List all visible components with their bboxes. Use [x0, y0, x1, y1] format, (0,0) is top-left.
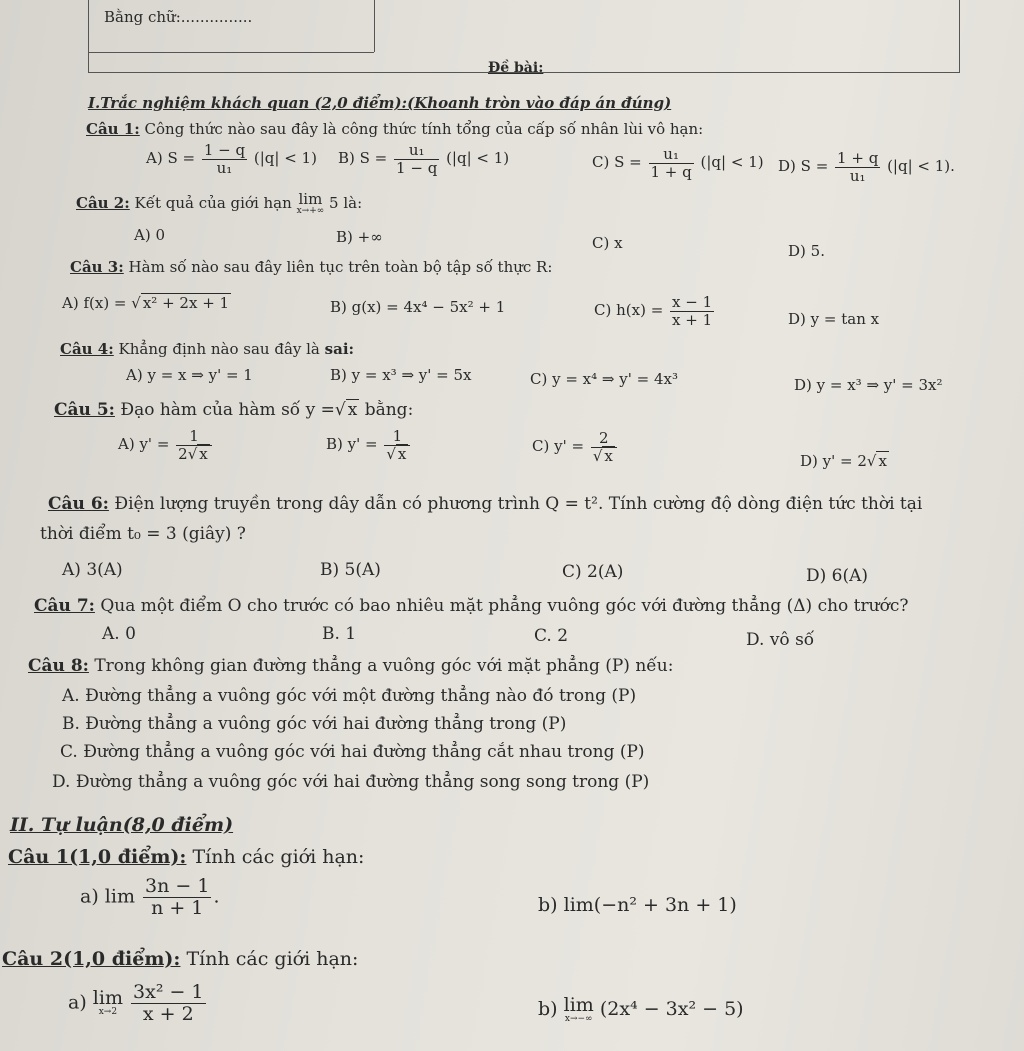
q6-line1: [48, 494, 922, 514]
e2-part-b: [538, 996, 744, 1024]
de-bai-heading: Đề bài:: [488, 60, 544, 76]
q2-text-post: 5 là:: [329, 194, 363, 212]
q6-option-c: C) 2(A): [562, 562, 624, 582]
q5-c-fraction: [591, 430, 617, 464]
q5-a-num: 1: [176, 428, 212, 446]
q5-d-prefix: D) y' = 2: [800, 452, 867, 470]
q2-option-d: D) 5.: [788, 242, 825, 260]
part2-title: II. Tự luận(8,0 điểm): [10, 814, 234, 836]
q1-option-d: [778, 150, 955, 184]
q1-text: Công thức nào sau đây là công thức tính tổng của cấp số nhân lùi vô hạn:: [144, 120, 704, 138]
q8-text: Trong không gian đường thẳng a vuông góc với mặt phẳng (P) nếu:: [94, 656, 674, 676]
header-line: [88, 52, 374, 53]
q2-stem: [76, 192, 362, 216]
q1-a-num: 1 − q: [203, 141, 246, 159]
q1-c-num: u₁: [649, 146, 694, 164]
q4-option-d: D) y = x³ ⇒ y' = 3x²: [794, 376, 943, 394]
q5-d-radicand: x: [878, 452, 887, 470]
q5-text: Đạo hàm của hàm số: [120, 400, 301, 420]
q1-c-prefix: C) S =: [592, 153, 642, 171]
e2-a-limit: [93, 989, 123, 1017]
e2-part-a: [68, 982, 208, 1025]
q2-label: Câu 2:: [76, 194, 130, 212]
q7-label: Câu 7:: [34, 596, 95, 616]
q5-b-fraction: [384, 428, 410, 462]
q7-text: Qua một điểm O cho trước có bao nhiêu mặt phẳng vuông góc với đường thẳng (Δ) cho trước?: [100, 596, 909, 616]
q6-option-b: B) 5(A): [320, 560, 381, 580]
q2-limit: [297, 192, 325, 216]
e1-part-b: b) lim(−n² + 3n + 1): [538, 894, 737, 916]
q3-label: Câu 3:: [70, 258, 124, 276]
q6-line2: thời điểm t₀ = 3 (giây) ?: [40, 524, 246, 544]
e1-a-den: n + 1: [151, 896, 204, 919]
q1-a-fraction: [202, 142, 247, 176]
q2-option-b: B) +∞: [336, 228, 383, 246]
q5-c-num: 2: [591, 430, 617, 448]
q4-stem: [60, 340, 354, 358]
e1-a-period: .: [213, 885, 220, 908]
e2-a-prefix: a): [68, 991, 87, 1014]
q1-d-prefix: D) S =: [778, 157, 829, 175]
q4-option-b: B) y = x³ ⇒ y' = 5x: [330, 366, 472, 384]
q5-b-den: √ x: [386, 444, 407, 463]
q1-c-fraction: [649, 146, 694, 180]
e2-b-prefix: b): [538, 998, 558, 1020]
q2-text: Kết quả của giới hạn: [134, 194, 292, 212]
e1-a-fraction: [143, 876, 211, 919]
e2-a-fraction: [131, 982, 206, 1025]
e2-a-lim-word: lim: [92, 987, 123, 1010]
q8-option-d: D. Đường thẳng a vuông góc với hai đường thẳng song song trong (P): [52, 772, 650, 792]
e1-part-a: [80, 876, 219, 919]
q3-c-num: x − 1: [672, 293, 713, 311]
q2-option-c: C) x: [592, 234, 623, 252]
q5-a-fraction: [176, 428, 212, 462]
q5-a-den-coef: 2: [178, 444, 188, 463]
q1-b-num: u₁: [394, 142, 439, 160]
q8-option-c: C. Đường thẳng a vuông góc với hai đường thẳng cắt nhau trong (P): [60, 742, 645, 762]
q5-text-post: bằng:: [364, 400, 414, 420]
e1-label: Câu 1(1,0 điểm):: [8, 846, 187, 868]
q5-option-d: D) y' = 2√ x: [800, 452, 887, 470]
q1-d-cond: (|q| < 1).: [887, 157, 955, 175]
e2-b-expression: (2x⁴ − 3x² − 5): [599, 998, 744, 1020]
e2-label: Câu 2(1,0 điểm):: [2, 948, 181, 970]
e2-b-lim-word: lim: [563, 994, 594, 1016]
e1-a-num: 3n − 1: [145, 875, 210, 897]
q1-d-fraction: [835, 150, 880, 184]
q5-option-c: [532, 430, 619, 464]
q5-a-den: 2√ x: [178, 444, 208, 463]
q1-option-a: [146, 142, 317, 176]
q6-option-a: A) 3(A): [62, 560, 123, 580]
q5-fn-radicand: x: [347, 400, 358, 420]
q3-text: Hàm số nào sau đây liên tục trên toàn bộ tập số thực R:: [128, 258, 553, 276]
q3-c-fraction: [670, 294, 714, 328]
q5-c-den-radicand: x: [604, 446, 613, 465]
q5-c-prefix: C) y' =: [532, 437, 585, 455]
q3-c-den: x + 1: [672, 310, 713, 329]
q5-b-prefix: B) y' =: [326, 435, 378, 453]
q3-stem: [70, 258, 552, 276]
q7-option-b: B. 1: [322, 624, 357, 644]
q8-label: Câu 8:: [28, 656, 89, 676]
header-divider: [374, 0, 375, 52]
q1-a-prefix: A) S =: [146, 149, 196, 167]
q7-option-d: D. vô số: [746, 630, 815, 650]
q1-b-den: 1 − q: [396, 158, 438, 177]
q2-lim-word: lim: [298, 190, 323, 208]
q1-b-cond: (|q| < 1): [446, 149, 510, 167]
e2-a-num: 3x² − 1: [133, 981, 204, 1003]
q3-option-b: B) g(x) = 4x⁴ − 5x² + 1: [330, 298, 506, 316]
q1-c-den: 1 + q: [650, 162, 692, 181]
q1-c-cond: (|q| < 1): [700, 153, 764, 171]
q8-option-b: B. Đường thẳng a vuông góc với hai đường thẳng trong (P): [62, 714, 567, 734]
q1-stem: [86, 120, 703, 138]
e1-text: Tính các giới hạn:: [192, 846, 365, 868]
q5-stem: Câu 5: Đạo hàm của hàm số y =√ x bằng:: [54, 400, 414, 420]
q6-option-d: D) 6(A): [806, 566, 869, 586]
e1-stem: [8, 846, 364, 868]
q2-option-a: A) 0: [134, 226, 165, 244]
q1-d-num: 1 + q: [837, 149, 879, 167]
q3-option-d: D) y = tan x: [788, 310, 880, 328]
q1-a-den: u₁: [216, 158, 233, 177]
q2-lim-sub: x→+∞: [296, 206, 325, 216]
q4-option-a: A) y = x ⇒ y' = 1: [126, 366, 253, 384]
q3-c-prefix: C) h(x) =: [594, 301, 664, 319]
q7-option-a: A. 0: [102, 624, 136, 644]
q5-a-den-radicand: x: [199, 444, 208, 463]
q5-c-den: √ x: [592, 446, 613, 465]
e2-stem: [2, 948, 358, 970]
q1-option-b: [338, 142, 509, 176]
part1-title: I.Trắc nghiệm khách quan (2,0 điểm):(Khoanh tròn vào đáp án đúng): [88, 94, 672, 112]
q5-a-prefix: A) y' =: [118, 435, 170, 453]
q5-option-b: [326, 428, 412, 462]
q1-b-prefix: B) S =: [338, 149, 388, 167]
q4-label: Câu 4:: [60, 340, 114, 358]
q5-fn-prefix: y =: [305, 400, 335, 420]
q1-b-fraction: [394, 142, 439, 176]
q3-option-c: [594, 294, 716, 328]
q1-d-den: u₁: [849, 166, 866, 185]
q4-text-bold: sai:: [324, 340, 355, 358]
e2-text: Tính các giới hạn:: [186, 948, 359, 970]
q6-text-line1: Điện lượng truyền trong dây dẫn có phương trình Q = t². Tính cường độ dòng điện tức thời tại: [114, 494, 923, 514]
q3-option-a: A) f(x) = √ x² + 2x + 1: [62, 294, 230, 312]
q1-option-c: [592, 146, 764, 180]
e2-b-lim-sub: x→−∞: [564, 1014, 593, 1024]
q4-text: Khẳng định nào sau đây là: [118, 340, 320, 358]
e1-a-lim: lim: [104, 885, 135, 908]
q7-stem: [34, 596, 908, 616]
q6-label: Câu 6:: [48, 494, 109, 514]
q8-option-a: A. Đường thẳng a vuông góc với một đường thẳng nào đó trong (P): [62, 686, 637, 706]
e2-b-limit: [564, 996, 594, 1024]
e2-a-lim-sub: x→2: [98, 1007, 118, 1018]
q5-label: Câu 5:: [54, 400, 115, 420]
q4-option-c: C) y = x⁴ ⇒ y' = 4x³: [530, 370, 678, 388]
q1-a-cond: (|q| < 1): [253, 149, 317, 167]
q5-option-a: [118, 428, 214, 462]
q3-a-radicand: x² + 2x + 1: [142, 294, 230, 312]
q8-stem: [28, 656, 673, 676]
e1-a-prefix: a): [80, 885, 99, 908]
q5-b-num: 1: [384, 428, 410, 446]
q3-a-prefix: A) f(x) =: [62, 294, 127, 312]
q5-b-den-radicand: x: [397, 444, 407, 463]
bang-chu-label: Bằng chữ:...............: [104, 8, 253, 26]
q1-label: Câu 1:: [86, 120, 140, 138]
q7-option-c: C. 2: [534, 626, 569, 646]
e2-a-den: x + 2: [142, 1002, 194, 1025]
